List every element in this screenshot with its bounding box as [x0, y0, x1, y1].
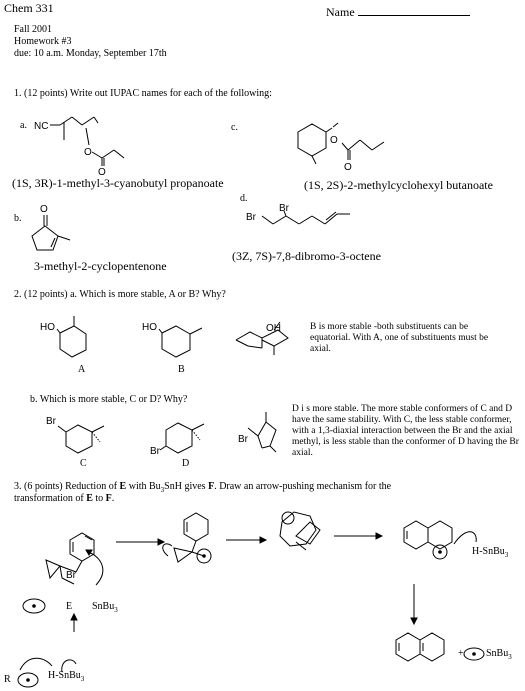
- initiator-R-label: R: [4, 674, 11, 685]
- label-B: B: [178, 364, 185, 375]
- bromine-label-D: Br: [150, 446, 160, 457]
- label-D: D: [182, 458, 190, 469]
- nitrile-label: NC: [34, 121, 49, 132]
- hydroxyl-label-B: HO: [142, 322, 157, 333]
- product-F: [396, 633, 444, 661]
- carbonyl-oxygen-label-c: O: [344, 162, 352, 173]
- bromine-label-q3: Br: [66, 570, 76, 581]
- bromine-label-chair: Br: [238, 434, 248, 445]
- q1-d-answer: (3Z, 7S)-7,8-dibromo-3-octene: [232, 249, 381, 263]
- ketone-oxygen-label: O: [40, 204, 48, 215]
- intermediate-2: [163, 513, 211, 563]
- bromine-label-d1: Br: [246, 212, 256, 223]
- homework-number: Homework #3: [14, 36, 72, 47]
- radical-E-label: E: [66, 601, 73, 612]
- ester-oxygen-label: O: [84, 147, 92, 158]
- q1-c-label: c.: [231, 122, 238, 133]
- tin-radical-byproduct: [464, 648, 484, 660]
- tin-hydride-label: H-SnBu$_3$: [472, 546, 509, 559]
- mechanism-start: [46, 533, 103, 585]
- structure-B: [142, 322, 202, 357]
- name-field-label: Name: [326, 5, 470, 19]
- q1-b-label: b.: [14, 213, 22, 224]
- hydroxyl-label-chair: OH: [266, 323, 281, 334]
- question-2b-prompt: b. Which is more stable, C or D? Why?: [30, 394, 188, 405]
- initiator-tin-hydride: H-SnBu$_3$: [48, 670, 85, 683]
- due-date: due: 10 a.m. Monday, September 17th: [14, 48, 167, 59]
- question-2a-prompt: 2. (12 points) a. Which is more stable, A or B? Why?: [14, 289, 226, 300]
- q1-a-label: a.: [20, 120, 27, 131]
- answer-2b: D i s more stable. The more stable conformers of C and D have the same stability. With C, the less stable conformer, with a 1,3-diaxial interaction between the Br and the axial methyl, is less stable than the conformer of D having the Br axial.: [292, 404, 519, 458]
- bromine-label-C: Br: [46, 416, 56, 427]
- structure-c: [298, 123, 384, 173]
- chair-conformer-cd: [238, 412, 276, 452]
- q1-d-label: d.: [240, 193, 248, 204]
- intermediate-4: [404, 521, 476, 559]
- term: Fall 2001: [14, 24, 53, 35]
- plus-sign: +: [458, 648, 464, 659]
- q1-c-answer: (1S, 2S)-2-methylcyclohexyl butanoate: [304, 178, 493, 192]
- tin-radical-label: SnBu$_3$: [92, 601, 118, 614]
- ester-oxygen-label-c: O: [330, 135, 338, 146]
- label-A: A: [78, 364, 86, 375]
- question-1-prompt: 1. (12 points) Write out IUPAC names for each of the following:: [14, 88, 272, 99]
- structure-b: [32, 204, 70, 250]
- question-3-prompt: 3. (6 points) Reduction of E with $Bu_3SnH$ gives F. Draw an arrow-pushing mechanism for the: [14, 481, 392, 494]
- structure-D: [150, 423, 204, 457]
- intermediate-3: [280, 512, 320, 550]
- course-title: Chem 331: [4, 1, 54, 15]
- q1-a-answer: (1S, 3R)-1-methyl-3-cyanobutyl propanoate: [12, 176, 224, 190]
- structure-a: [34, 117, 124, 178]
- structure-d: [246, 203, 350, 224]
- structure-C: [46, 416, 104, 453]
- question-3-prompt-line2: transformation of E to F.: [14, 493, 115, 504]
- label-C: C: [80, 458, 87, 469]
- answer-2a: B is more stable -both substituents can be equatorial. With A, one of substituents must be axial.: [310, 322, 489, 354]
- chair-conformer-ab: [236, 322, 288, 355]
- carbonyl-oxygen-label: O: [98, 167, 106, 178]
- q1-b-answer: 3-methyl-2-cyclopentenone: [34, 259, 167, 273]
- product-tin-radical: SnBu$_3$: [486, 648, 512, 661]
- structure-A: [40, 316, 86, 357]
- hydroxyl-label-A: HO: [40, 322, 55, 333]
- bromine-label-d2: Br: [279, 203, 289, 214]
